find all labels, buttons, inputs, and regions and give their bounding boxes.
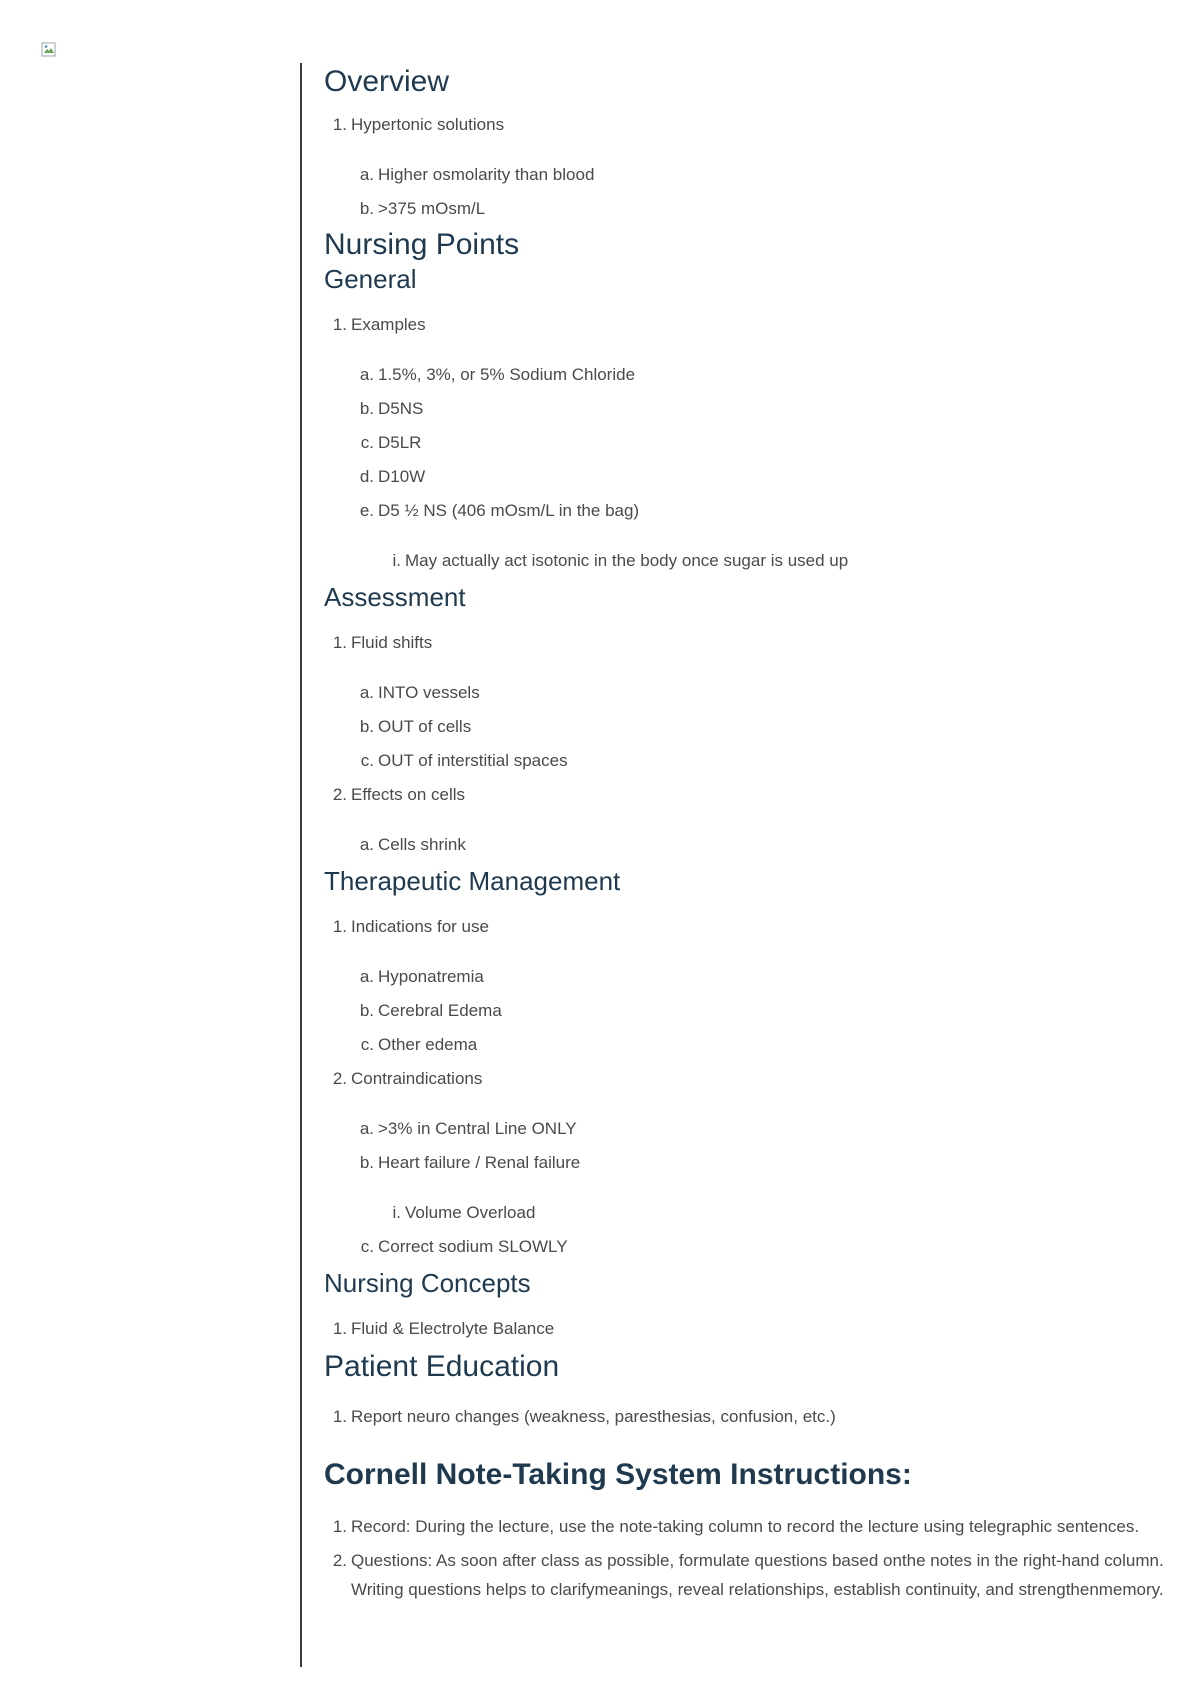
list-item: a. Higher osmolarity than blood (359, 165, 595, 184)
section-title-nursing-concepts: Nursing Concepts (324, 1268, 531, 1298)
list-item: 2. Contraindications (332, 1069, 483, 1088)
list-item: 1. Report neuro changes (weakness, paresthesias, confusion, etc.) (332, 1407, 836, 1426)
list-item: e. D5 ½ NS (406 mOsm/L in the bag) (359, 501, 640, 520)
section-title-cornell-instructions: Cornell Note-Taking System Instructions: (324, 1458, 912, 1491)
list-item: i. May actually act isotonic in the body once sugar is used up (392, 551, 849, 570)
list-item: b. >375 mOsm/L (359, 199, 486, 218)
list-item: 2. Questions: As soon after class as possible, formulate questions based onthe notes in the right-hand column. (332, 1551, 1164, 1570)
list-item: b. D5NS (359, 399, 424, 418)
list-item: c. Other edema (360, 1035, 478, 1054)
list-item: 1. Indications for use (332, 917, 489, 936)
list-item: c. D5LR (360, 433, 422, 452)
section-title-assessment: Assessment (324, 582, 466, 612)
list-item: c. OUT of interstitial spaces (360, 751, 568, 770)
section-title-patient-education: Patient Education (324, 1350, 560, 1383)
list-item: 2. Effects on cells (332, 785, 466, 804)
list-item: i. Volume Overload (392, 1203, 536, 1222)
list-item-continuation: Writing questions helps to clarifymeanings, reveal relationships, establish continuity, and strengthenmemory. (351, 1580, 1164, 1599)
list-item: c. Correct sodium SLOWLY (360, 1237, 568, 1256)
section-title-general: General (324, 264, 417, 294)
list-item: 1. Fluid shifts (332, 633, 433, 652)
list-item: a. INTO vessels (359, 683, 480, 702)
list-item: 1. Examples (332, 315, 426, 334)
list-item: b. Cerebral Edema (359, 1001, 502, 1020)
notes-column (324, 62, 1184, 1602)
list-item: a. 1.5%, 3%, or 5% Sodium Chloride (359, 365, 636, 384)
list-item: 1. Hypertonic solutions (332, 115, 505, 134)
section-title-nursing-points: Nursing Points (324, 228, 520, 261)
list-item: a. Hyponatremia (359, 967, 484, 986)
list-item: a. Cells shrink (359, 835, 466, 854)
list-item: 1. Record: During the lecture, use the note-taking column to record the lecture using telegraphic sentences. (332, 1517, 1140, 1536)
list-item: d. D10W (359, 467, 426, 486)
broken-image-icon (41, 42, 57, 58)
cornell-column-divider (300, 63, 302, 1667)
list-item: a. >3% in Central Line ONLY (359, 1119, 577, 1138)
section-title-therapeutic-management: Therapeutic Management (324, 866, 621, 896)
list-item: b. OUT of cells (359, 717, 472, 736)
list-item: 1. Fluid & Electrolyte Balance (332, 1319, 555, 1338)
list-item: b. Heart failure / Renal failure (359, 1153, 581, 1172)
section-title-overview: Overview (324, 65, 450, 98)
